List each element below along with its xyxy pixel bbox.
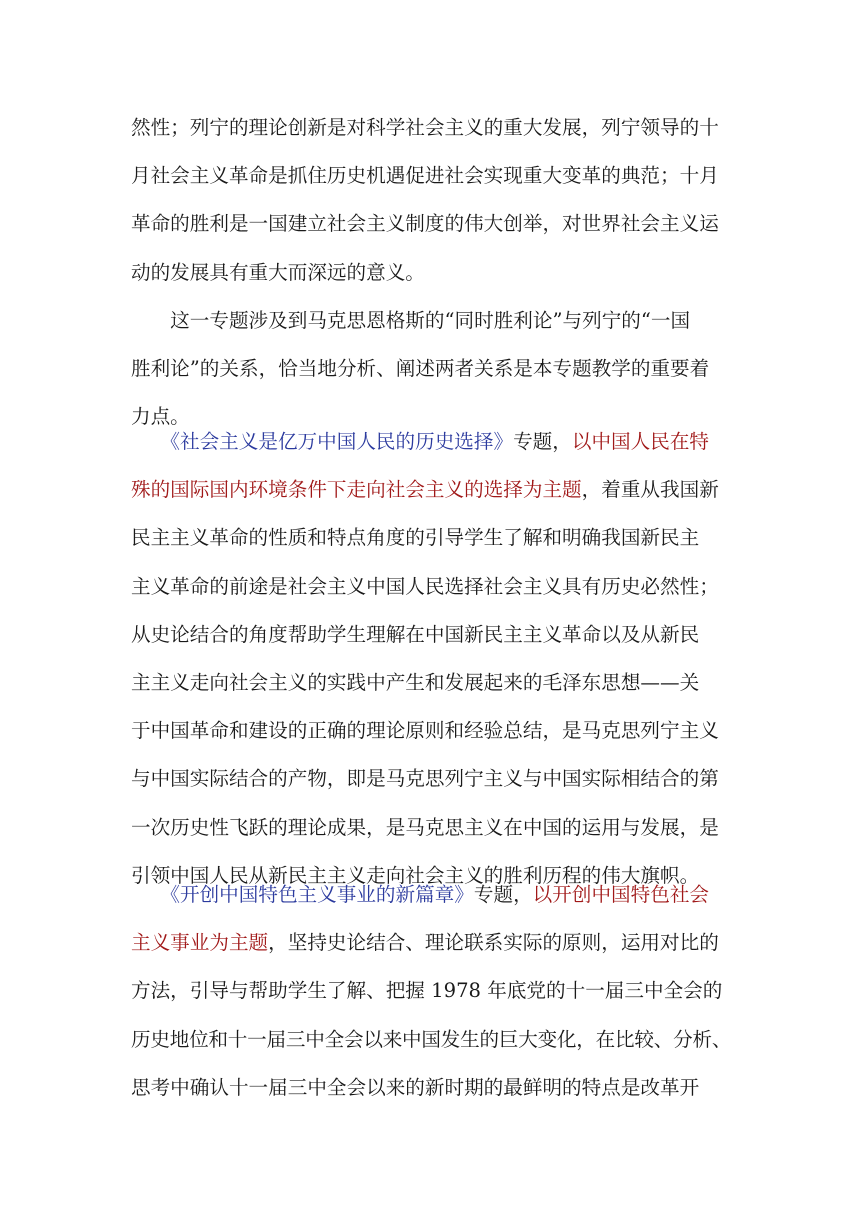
text-segment: 历史地位和十一届三中全会以来中国发生的巨大变化，在比较、分析、 xyxy=(131,1027,732,1051)
text-segment: 方法，引导与帮助学生了解、把握 1978 年底党的十一届三中全会的 xyxy=(131,979,723,1003)
text-segment xyxy=(131,430,170,453)
text-line xyxy=(131,755,731,803)
topic-title: 《开创中国特色主义事业的新篇章》 xyxy=(170,883,474,906)
text-line xyxy=(131,345,731,393)
text-segment: 引领中国人民从新民主主义走向社会主义的胜利历程的伟大旗帜。 xyxy=(131,863,700,887)
text-line xyxy=(131,804,731,852)
text-line xyxy=(131,200,731,248)
topic-theme: 以中国人民在特 xyxy=(571,430,710,453)
topic-title: 《社会主义是亿万中国人民的历史选择》 xyxy=(170,430,514,453)
topic-theme: 以开创中国特色社会 xyxy=(532,883,710,906)
text-segment: 月社会主义革命是抓住历史机遇促进社会实现重大变革的典范；十月 xyxy=(131,164,719,188)
text-segment: 革命的胜利是一国建立社会主义制度的伟大创举，对世界社会主义运 xyxy=(131,212,719,236)
text-segment: 思考中确认十一届三中全会以来的新时期的最鲜明的特点是改革开 xyxy=(131,1075,700,1099)
text-segment: 一次历史性飞跃的理论成果，是马克思主义在中国的运用与发展，是 xyxy=(131,815,719,839)
text-line xyxy=(131,919,731,967)
text-line xyxy=(131,611,731,659)
topic-theme: 殊的国际国内环境条件下走向社会主义的选择为主题 xyxy=(131,478,582,502)
text-segment: 专题， xyxy=(473,883,533,906)
text-line xyxy=(131,707,731,755)
text-segment: 力点。 xyxy=(131,405,190,429)
text-line xyxy=(131,152,731,200)
paragraph-4 xyxy=(131,871,731,1112)
text-segment: 主义革命的前途是社会主义中国人民选择社会主义具有历史必然性； xyxy=(131,574,719,598)
text-line xyxy=(131,249,731,297)
text-line xyxy=(131,1016,731,1064)
text-line xyxy=(131,563,731,611)
text-segment: 民主主义革命的性质和特点角度的引导学生了解和明确我国新民主 xyxy=(131,526,700,550)
text-line xyxy=(131,418,731,466)
text-segment: 专题， xyxy=(513,430,572,453)
text-segment xyxy=(131,883,170,906)
text-line xyxy=(131,466,731,514)
text-line xyxy=(131,967,731,1015)
text-line xyxy=(131,1064,731,1112)
text-segment: 于中国革命和建设的正确的理论原则和经验总结，是马克思列宁主义 xyxy=(131,719,719,743)
paragraph-1 xyxy=(131,104,731,297)
text-segment: 主主义走向社会主义的实践中产生和发展起来的毛泽东思想——关 xyxy=(131,670,700,694)
text-line xyxy=(131,297,731,345)
text-segment: 这一专题涉及到马克思恩格斯的“同时胜利论”与列宁的“一国 xyxy=(131,309,691,332)
text-segment: 动的发展具有重大而深远的意义。 xyxy=(131,260,425,284)
text-segment: 从史论结合的角度帮助学生理解在中国新民主主义革命以及从新民 xyxy=(131,622,700,646)
text-segment: 与中国实际结合的产物，即是马克思列宁主义与中国实际相结合的第 xyxy=(131,767,719,791)
topic-theme: 主义事业为主题 xyxy=(131,931,269,955)
paragraph-3 xyxy=(131,418,731,900)
text-segment: 然性；列宁的理论创新是对科学社会主义的重大发展，列宁领导的十 xyxy=(131,116,719,139)
text-segment: ，坚持史论结合、理论联系实际的原则，运用对比的 xyxy=(268,931,719,955)
text-line xyxy=(131,659,731,707)
text-segment: ，着重从我国新 xyxy=(581,478,719,502)
text-line xyxy=(131,514,731,562)
text-line xyxy=(131,871,731,919)
text-line xyxy=(131,104,731,152)
text-segment: 胜利论”的关系，恰当地分析、阐述两者关系是本专题教学的重要着 xyxy=(131,357,710,381)
